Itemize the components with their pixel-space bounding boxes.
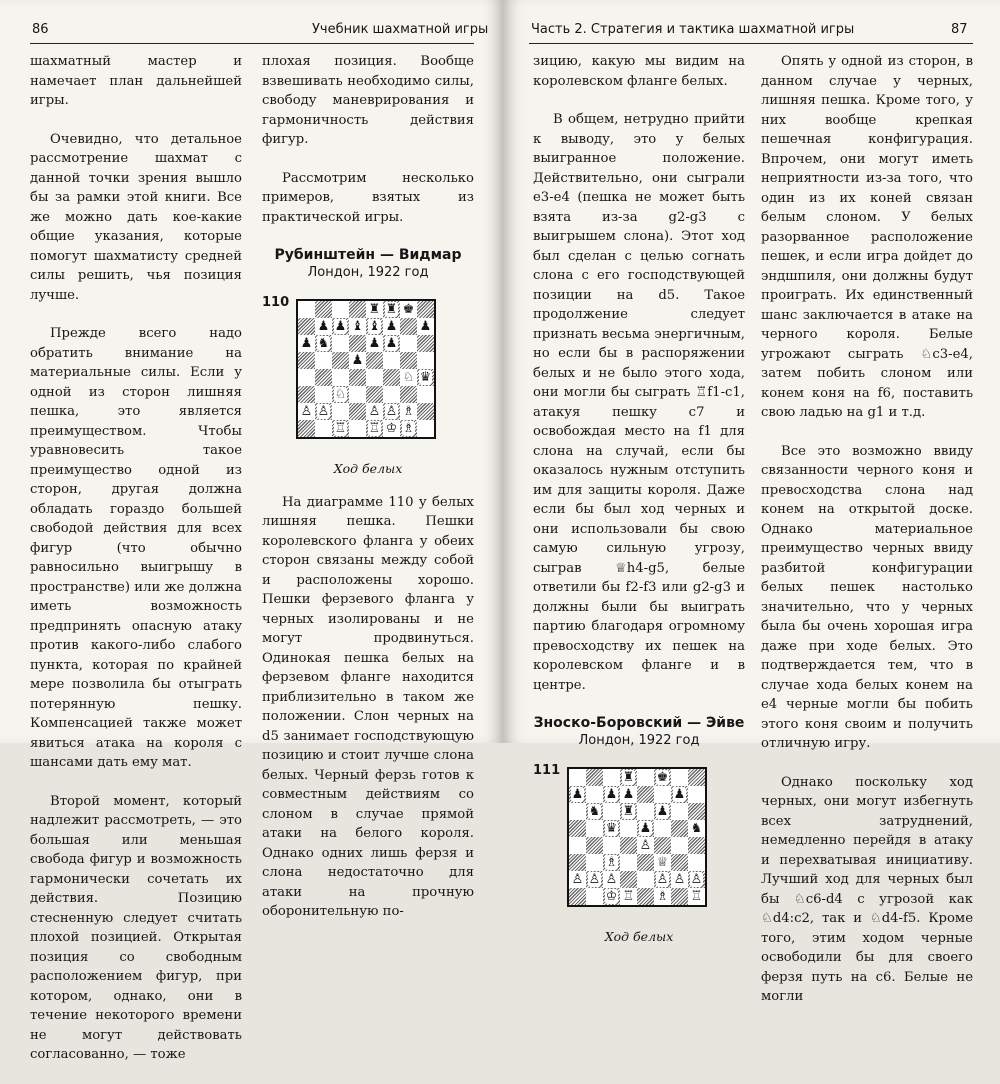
white-king-icon: ♔ [605,889,618,904]
board-square [569,769,586,786]
white-pawn-icon: ♙ [571,872,584,887]
board-square [654,803,671,820]
board-square [332,369,349,386]
running-head: Часть 2. Стратегия и тактика шахматной игры [531,22,855,37]
black-knight-icon: ♞ [690,821,703,836]
board-square [400,369,417,386]
chess-diagram-111 [533,761,745,919]
black-bishop-icon: ♝ [368,319,381,334]
board-square [332,335,349,352]
board-square [603,803,620,820]
board-square [620,888,637,905]
right-column-2 [761,52,973,1026]
board-square [671,786,688,803]
board-square [400,335,417,352]
black-pawn-icon: ♟ [351,353,364,368]
right-page [503,0,1000,1004]
board-square [620,820,637,837]
board-square [298,369,315,386]
board-square [383,403,400,420]
black-pawn-icon: ♟ [673,787,686,802]
board-square [332,386,349,403]
board-square [349,318,366,335]
running-head: Учебник шахматной игры [312,22,489,37]
white-rook-icon: ♖ [690,889,703,904]
black-queen-icon: ♛ [419,370,432,385]
black-king-icon: ♚ [402,302,415,317]
board-square [417,352,434,369]
board-square [688,820,705,837]
chess-diagram-110 [262,293,474,451]
board-square [349,335,366,352]
board-square [315,369,332,386]
chess-board [567,767,707,907]
board-square [349,369,366,386]
board-square [637,854,654,871]
white-queen-icon: ♕ [656,855,669,870]
board-square [688,837,705,854]
board-square [417,301,434,318]
board-square [417,369,434,386]
paragraph: зицию, какую мы видим на королевском фланге белых. [533,54,745,89]
black-pawn-icon: ♟ [419,319,432,334]
board-square [603,871,620,888]
white-rook-icon: ♖ [622,889,635,904]
black-knight-icon: ♞ [588,804,601,819]
board-square [603,769,620,786]
game-place: Лондон, 1922 год [578,733,700,748]
board-square [298,403,315,420]
board-square [603,786,620,803]
board-square [315,318,332,335]
board-square [315,352,332,369]
black-rook-icon: ♜ [622,770,635,785]
black-pawn-icon: ♟ [622,787,635,802]
left-column-1 [30,52,242,1084]
paragraph: Прежде всего надо обратить внимание на материальные силы. Если у одной из сторон лишняя пешка, это является преимуществом. Чтобы уравновесить такое преимущество одной из сторон, другая должна обладать гораздо большей свободой действия для всех фигур (что обычно равносильно выигрышу в пространстве) или же должна иметь возможность предпринять опасную атаку против какого-либо слабого пункта, которая по крайней мере позволила бы отыграть потерянную пешку. Компенсацией также может явиться атака на короля с шансами дать ему мат. [30,326,242,770]
board-square [688,871,705,888]
board-square [671,769,688,786]
board-square [637,786,654,803]
board-square [349,420,366,437]
board-square [688,854,705,871]
board-square [620,837,637,854]
board-square [586,888,603,905]
board-square [315,301,332,318]
board-square [586,803,603,820]
board-square [400,403,417,420]
black-pawn-icon: ♟ [385,319,398,334]
left-column-2 [262,52,474,941]
diagram-number: 111 [533,763,561,778]
white-pawn-icon: ♙ [385,404,398,419]
board-square [569,854,586,871]
paragraph: шахматный мастер и намечает план дальнейшей игры. [30,54,242,108]
game-place: Лондон, 1922 год [307,265,429,280]
board-square [332,403,349,420]
right-column-1 [533,52,745,961]
black-pawn-icon: ♟ [571,787,584,802]
paragraph: Все это возможно ввиду связанности черного коня и превосходства слона над конем на открытой доске. Однако материальное преимущество черных ввиду разбитой конфигурации белых пешек настолько значительно, что у черных была бы очень хорошая игра даже при ходе белых. Это подтверждается тем, что в случае хода белых конем на e4 черные могли бы побить этого коня своим и получить отличную игру. [761,443,973,751]
black-pawn-icon: ♟ [334,319,347,334]
board-square [298,386,315,403]
board-square [332,318,349,335]
board-square [671,803,688,820]
board-square [349,301,366,318]
board-square [603,820,620,837]
black-pawn-icon: ♟ [300,336,313,351]
board-square [671,871,688,888]
board-square [637,769,654,786]
board-square [417,318,434,335]
white-pawn-icon: ♙ [300,404,313,419]
board-square [654,820,671,837]
board-square [654,786,671,803]
board-square [332,420,349,437]
board-square [383,386,400,403]
black-rook-icon: ♜ [368,302,381,317]
board-square [417,335,434,352]
board-square [315,386,332,403]
black-pawn-icon: ♟ [639,821,652,836]
board-square [671,888,688,905]
board-square [332,352,349,369]
board-square [586,786,603,803]
white-rook-icon: ♖ [368,421,381,436]
white-knight-icon: ♘ [334,387,347,402]
diagram-caption: Ход белых [604,929,674,944]
board-square [366,352,383,369]
white-pawn-icon: ♙ [317,404,330,419]
board-square [400,386,417,403]
board-square [417,403,434,420]
board-square [620,803,637,820]
game-players: Зноско-Боровский — Эйве [533,715,745,731]
board-square [654,888,671,905]
board-square [586,837,603,854]
paragraph: плохая позиция. Вообще взвешивать необходимо силы, свободу маневрирования и гармоничность действия фигур. [262,54,474,147]
header-rule [529,43,973,44]
board-square [569,786,586,803]
board-square [332,301,349,318]
board-square [671,837,688,854]
left-page [0,0,503,1062]
board-square [637,803,654,820]
black-pawn-icon: ♟ [368,336,381,351]
board-square [400,420,417,437]
board-square [366,369,383,386]
white-bishop-icon: ♗ [656,889,669,904]
paragraph: В общем, нетрудно прийти к выводу, это у белых выигранное положение. Действительно, они сыграли e3-e4 (пешка не может быть взята из-за g2-g3 с выигрышем слона). Этот ход был сделан с целью согнать слона с его господствующей позиции на d5. Такое продолжение следует признать весьма энергичным, но если бы в распоряжении белых и не было этого хода, они могли бы сыграть ♖f1-c1, атакуя пешку c7 и освобождая место на f1 для слона на случай, если бы оказалось нужным отступить им для защиты короля. Даже если бы был ход черных и они использовали бы свою самую сильную угрозу, сыграв ♕h4-g5, белые ответили бы f2-f3 или g2-g3 и должны были бы выиграть партию благодаря огромному превосходству их пешек на королевском фланге и в центре. [533,112,745,693]
board-square [383,420,400,437]
black-knight-icon: ♞ [317,336,330,351]
board-square [620,871,637,888]
board-square [654,769,671,786]
game-players: Рубинштейн — Видмар [274,247,462,263]
board-square [637,820,654,837]
page-number: 87 [951,22,968,37]
paragraph: Однако поскольку ход черных, они могут избегнуть всех затруднений, немедленно перейдя в атаку и перехватывая инициативу. Лучший ход для черных был бы ♘c6-d4 с угрозой как ♘d4:c2, так и ♘d4-f5. Кроме того, этим ходом черные освободили бы для своего ферзя путь на c6. Белые не могли [761,774,973,1004]
white-bishop-icon: ♗ [402,404,415,419]
white-pawn-icon: ♙ [605,872,618,887]
white-rook-icon: ♖ [334,421,347,436]
white-pawn-icon: ♙ [368,404,381,419]
board-square [586,871,603,888]
board-square [349,352,366,369]
board-square [366,403,383,420]
paragraph: Опять у одной из сторон, в данном случае у черных, лишняя пешка. Кроме того, у них вообще крепкая пешечная конфигурация. Впрочем, они могут иметь неприятности из-за того, что один из их коней связан белым слоном. У белых разорванное расположение пешек, и если игра дойдет до эндшпиля, они должны будут проиграть. Их единственный шанс заключается в атаке на черного короля. Белые угрожают сыграть ♘c3-e4, затем побить слоном или конем коня на f6, поставить свою ладью на g1 и т.д. [761,54,973,420]
board-square [569,820,586,837]
board-square [586,769,603,786]
black-king-icon: ♚ [656,770,669,785]
board-square [688,888,705,905]
board-square [688,769,705,786]
board-square [315,335,332,352]
page-number: 86 [32,22,49,37]
game-heading [262,246,474,281]
white-pawn-icon: ♙ [690,872,703,887]
black-rook-icon: ♜ [622,804,635,819]
board-square [654,871,671,888]
black-pawn-icon: ♟ [317,319,330,334]
board-square [298,420,315,437]
board-square [366,420,383,437]
board-square [569,871,586,888]
board-square [315,403,332,420]
white-pawn-icon: ♙ [588,872,601,887]
board-square [383,301,400,318]
paragraph: Второй момент, который надлежит рассмотреть, — это большая или меньшая свобода фигур и возможность гармонически сочетать их действия. Позицию стесненную следует считать плохой позицией. Открытая позиция со свободным расположением фигур, при котором, однако, они в течение некоторого времени не могут действовать согласованно, — тоже [30,793,242,1062]
white-pawn-icon: ♙ [673,872,686,887]
white-knight-icon: ♘ [402,370,415,385]
board-square [603,888,620,905]
board-square [620,854,637,871]
paragraph: Рассмотрим несколько примеров, взятых из практической игры. [262,170,474,225]
board-square [603,854,620,871]
board-square [383,318,400,335]
board-square [603,837,620,854]
board-square [366,318,383,335]
board-square [298,352,315,369]
board-square [586,854,603,871]
white-king-icon: ♔ [385,421,398,436]
board-square [349,386,366,403]
paragraph: Очевидно, что детальное рассмотрение шахмат с данной точки зрения вышло бы за рамки этой книги. Все же можно дать кое-какие общие указания, которые помогут шахматисту средней силы решить, чья позиция лучше. [30,131,242,303]
board-square [671,820,688,837]
white-pawn-icon: ♙ [639,838,652,853]
black-bishop-icon: ♝ [351,319,364,334]
white-bishop-icon: ♗ [605,855,618,870]
board-square [569,803,586,820]
board-square [383,335,400,352]
board-square [366,386,383,403]
board-square [383,369,400,386]
board-square [688,786,705,803]
board-square [400,301,417,318]
header-rule [30,43,474,44]
board-square [569,837,586,854]
diagram-caption: Ход белых [333,461,403,476]
black-pawn-icon: ♟ [385,336,398,351]
board-square [671,854,688,871]
board-square [620,769,637,786]
board-square [383,352,400,369]
board-square [654,837,671,854]
black-rook-icon: ♜ [385,302,398,317]
board-square [417,420,434,437]
board-square [637,888,654,905]
board-square [400,318,417,335]
board-square [569,888,586,905]
board-square [620,786,637,803]
board-square [349,403,366,420]
chess-board [296,299,436,439]
white-bishop-icon: ♗ [402,421,415,436]
board-square [654,854,671,871]
board-square [637,837,654,854]
diagram-number: 110 [262,295,290,310]
board-square [315,420,332,437]
white-pawn-icon: ♙ [656,872,669,887]
board-square [366,301,383,318]
black-pawn-icon: ♟ [605,787,618,802]
board-square [298,335,315,352]
board-square [298,318,315,335]
black-queen-icon: ♛ [605,821,618,836]
black-pawn-icon: ♟ [656,804,669,819]
board-square [366,335,383,352]
board-square [400,352,417,369]
board-square [417,386,434,403]
board-square [637,871,654,888]
board-square [298,301,315,318]
board-square [586,820,603,837]
game-heading [533,714,745,749]
board-square [688,803,705,820]
paragraph: На диаграмме 110 у белых лишняя пешка. Пешки королевского фланга у обеих сторон связаны между собой и расположены хорошо. Пешки ферзевого фланга у черных изолированы и не могут продвинуться. Одинокая пешка белых на ферзевом фланге находится приблизительно в таком же положении. Слон черных на d5 занимает господствующую позицию и стоит лучше слона белых. Черный ферзь готов к совместным действиям со слоном в случае прямой атаки на белого короля. Однако одних лишь ферзя и слона недостаточно для атаки на прочную оборонительную по- [262,494,474,919]
